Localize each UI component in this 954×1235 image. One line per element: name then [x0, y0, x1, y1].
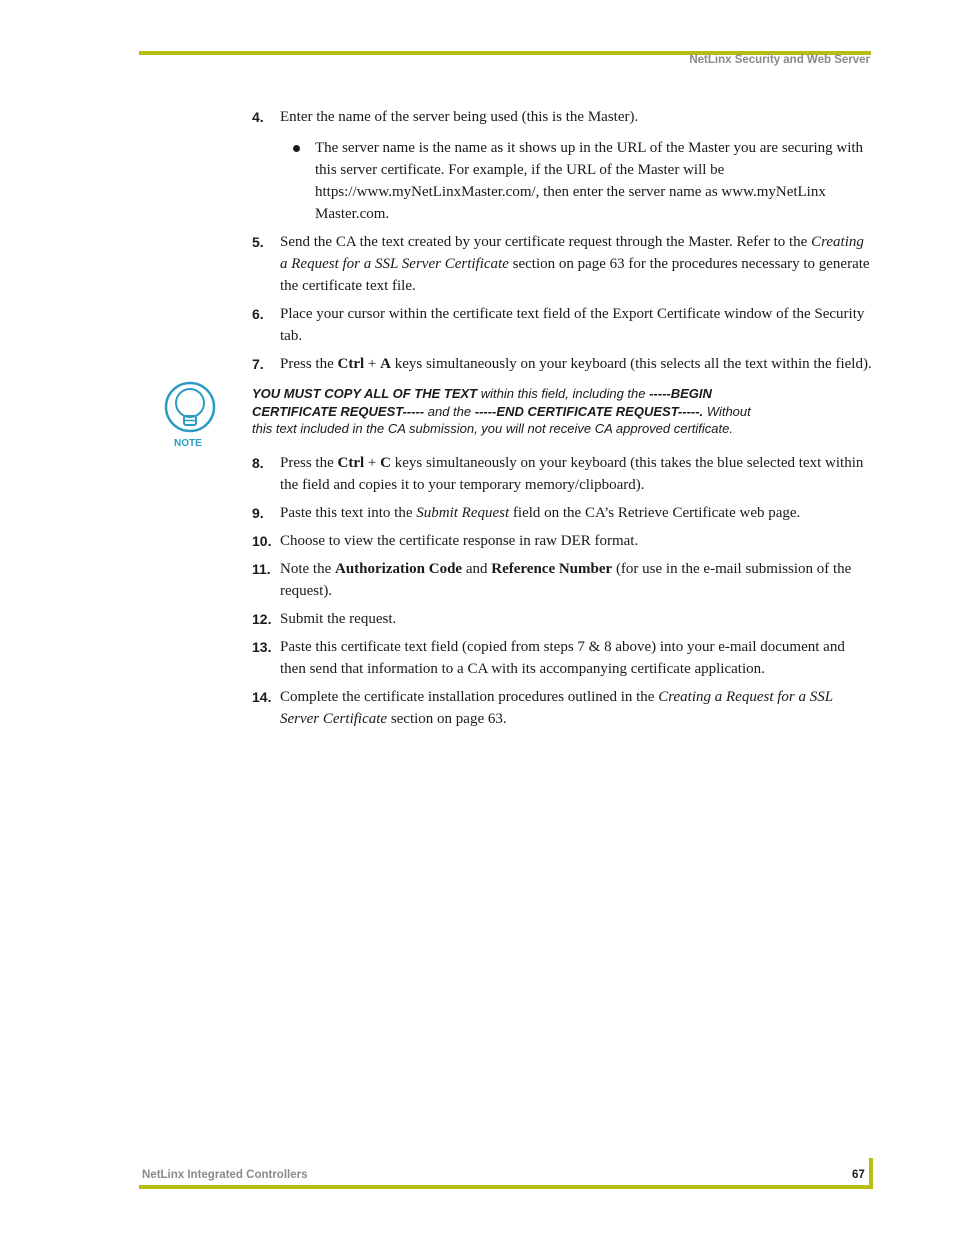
step-number: 7. — [252, 356, 264, 372]
field-reference: Submit Request — [416, 504, 510, 521]
step-text: section on page 63 for the procedures necessary to generate the certificate text file. — [280, 256, 870, 294]
step-number: 13. — [252, 638, 272, 655]
key-c: C — [380, 454, 391, 471]
step-8 — [252, 452, 872, 496]
step-text: (for use in the e-mail submission of the request). — [280, 560, 852, 599]
step-number: 8. — [252, 454, 264, 471]
step-13 — [252, 636, 872, 680]
step-6 — [252, 303, 872, 347]
step-text: keys simultaneously on your keyboard (this takes the blue selected text within the field and copies it to your temporary memory/clipboard). — [280, 454, 864, 493]
step-text: keys simultaneously on your keyboard (this selects all the text within the field). — [390, 356, 872, 372]
note-text: and the — [424, 403, 475, 419]
step-text: Paste this certificate text field (copied from steps 7 & 8 above) into your e-mail document and then send that information to a CA with its accompanying certificate application. — [280, 638, 845, 677]
step-number: 5. — [252, 234, 264, 250]
bullet-item — [252, 137, 872, 225]
footer-rule — [139, 1185, 873, 1189]
note-emphasis: -----BEGIN CERTIFICATE REQUEST----- — [252, 386, 712, 419]
step-text: Enter the name of the server being used (this is the Master). — [280, 109, 639, 125]
step-text: Complete the certificate installation procedures outlined in the — [280, 688, 659, 705]
term-reference-number: Reference Number — [491, 560, 613, 577]
plus-sign: + — [364, 454, 381, 471]
step-5 — [252, 231, 872, 297]
cross-reference: Creating a Request for a SSL Server Certificate — [280, 688, 833, 727]
step-10 — [252, 530, 872, 552]
step-text: Paste this text into the — [280, 504, 417, 521]
running-footer: NetLinx Integrated Controllers — [142, 1169, 308, 1181]
note-block — [174, 385, 872, 449]
step-12 — [252, 608, 872, 630]
note-text: within this field, including the — [477, 386, 650, 401]
key-ctrl: Ctrl — [337, 454, 365, 471]
cross-reference: Creating a Request for a SSL Server Certificate — [280, 234, 864, 272]
step-text: field on the CA’s Retrieve Certificate web page. — [509, 504, 801, 521]
step-11 — [252, 558, 872, 602]
step-text: Press the — [280, 356, 338, 372]
bullet-dot-icon — [293, 145, 300, 152]
step-text: section on page 63. — [387, 710, 507, 727]
term-authorization-code: Authorization Code — [334, 560, 463, 577]
step-number: 4. — [252, 109, 264, 125]
step-number: 14. — [252, 688, 272, 705]
step-number: 12. — [252, 610, 272, 627]
step-text: Note the — [280, 560, 335, 577]
step-text: Press the — [280, 454, 338, 471]
step-4 — [252, 106, 872, 128]
page-number: 67 — [852, 1169, 865, 1181]
note-text: Without this text included in the CA submission, you will not receive CA approved certificate. — [252, 403, 751, 436]
note-emphasis: YOU MUST COPY ALL OF THE TEXT — [252, 386, 478, 401]
step-number: 10. — [252, 532, 272, 549]
note-label: NOTE — [174, 438, 202, 449]
bullet-text: The server name is the name as it shows up in the URL of the Master you are securing with this server certificate. For example, if the URL of the Master will be https://www.myNetLinxMaster.com/, then enter the server name as www.myNetLinx Master.com. — [315, 140, 864, 222]
step-text: Send the CA the text created by your certificate request through the Master. Refer to the — [280, 234, 812, 250]
plus-sign: + — [364, 356, 381, 372]
step-text: Choose to view the certificate response in raw DER format. — [280, 532, 639, 549]
step-number: 11. — [252, 560, 271, 577]
note-emphasis: -----END CERTIFICATE REQUEST-----. — [474, 403, 704, 419]
key-ctrl: Ctrl — [337, 356, 365, 372]
step-14 — [252, 686, 872, 730]
key-a: A — [380, 356, 391, 372]
step-number: 6. — [252, 306, 264, 322]
step-text: and — [462, 560, 492, 577]
running-header: NetLinx Security and Web Server — [689, 54, 870, 66]
step-9 — [252, 502, 872, 524]
step-number: 9. — [252, 504, 264, 521]
page-content — [174, 106, 872, 736]
step-text: Submit the request. — [280, 610, 397, 627]
step-7 — [252, 353, 872, 375]
step-text: Place your cursor within the certificate text field of the Export Certificate window of the Security tab. — [280, 306, 865, 344]
